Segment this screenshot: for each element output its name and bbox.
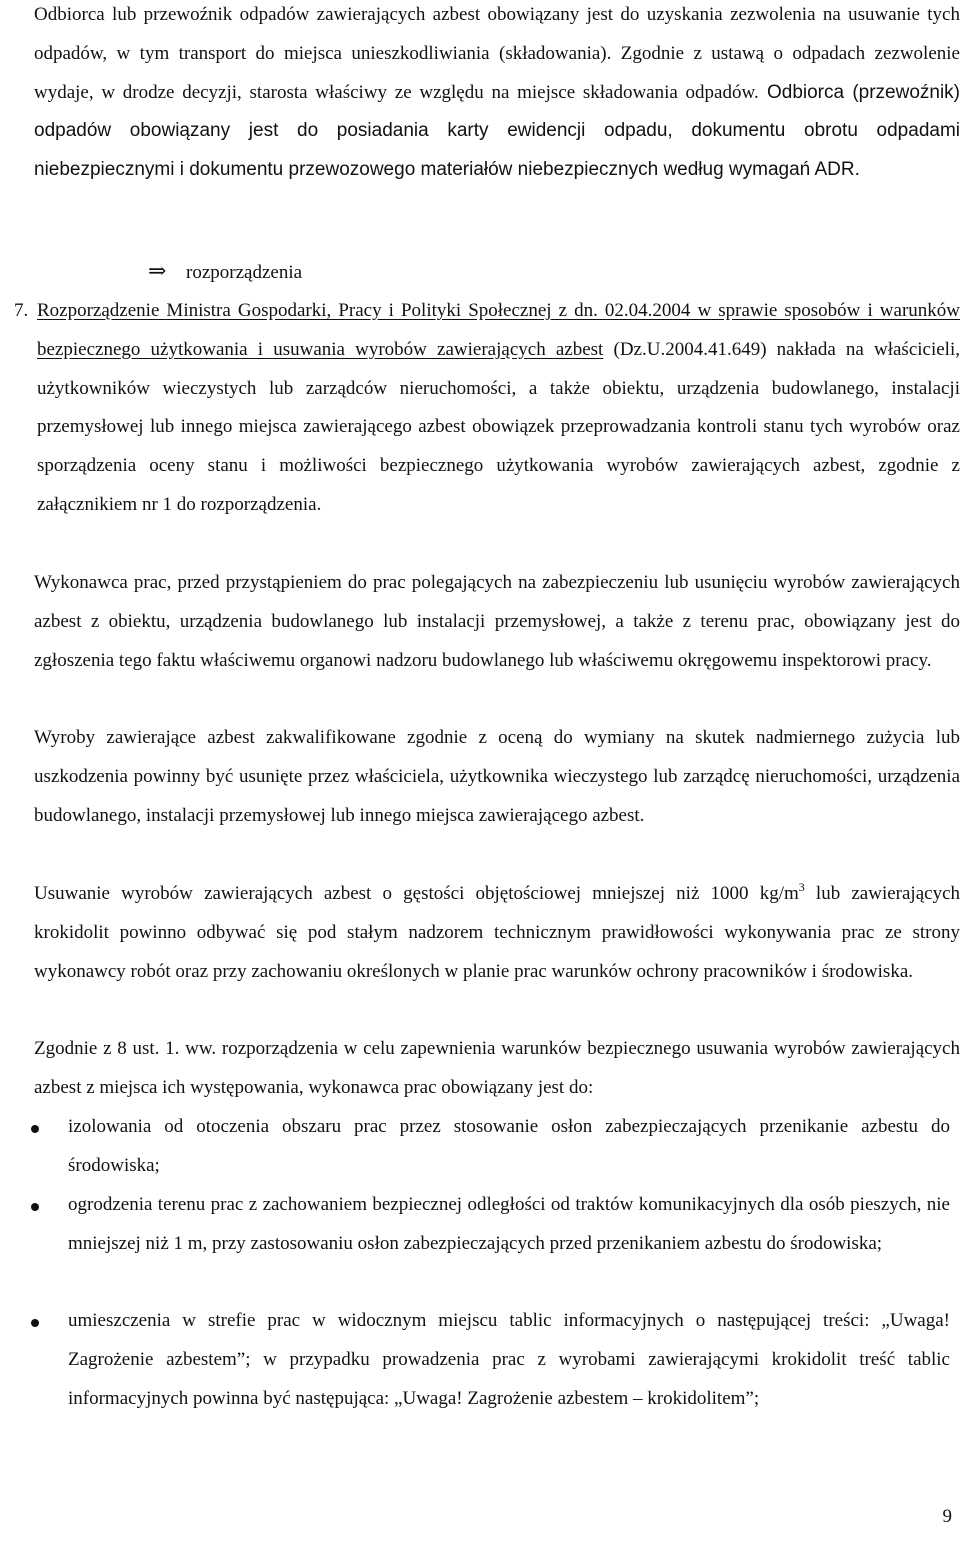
bullet-dot-icon xyxy=(31,1125,39,1133)
section8-intro: Zgodnie z 8 ust. 1. ww. rozporządzenia w celu zapewnienia warunków bezpiecznego usuwania wyrobów zawierających azbest z miejsca ich występowania, wykonawca prac obowiązany jest do: xyxy=(34,1038,960,1098)
bullet-item: ogrodzenia terenu prac z zachowaniem bezpiecznej odległości od traktów komunikacyjnych dla osób pieszych, nie mniejszej niż 1 m, przy zastosowaniu osłon zabezpieczających przed przenikaniem azbestu do środowiska; xyxy=(68,1194,950,1254)
intro-text-part1: Odbiorca lub przewoźnik odpadów zawierających azbest obowiązany jest do uzyskania zezwolenia na usuwanie tych odpadów, w tym transport do miejsca unieszkodliwiania (składowania). Zgodnie z ustawą o odpadach zezwolenie wydaje, w drodze decyzji, starosta właściwy ze względu na miejsce składowania odpadów. xyxy=(34,4,960,103)
regulation-body: (Dz.U.2004.41.649) nakłada na właścicieli, użytkowników wieczystych lub zarządców nieruchomości, a także obiektu, urządzenia budowlanego, instalacji przemysłowej lub innego miejsca zawierającego azbest obowiązek przeprowadzania kontroli stanu tych wyrobów oraz sporządzenia oceny stanu i możliwości bezpiecznego użytkowania wyrobów zawierających azbest, zgodnie z załącznikiem nr 1 do rozporządzenia. xyxy=(37,338,960,515)
density-paragraph xyxy=(34,875,960,991)
item-number: 7. xyxy=(14,300,29,321)
superscript-3: 3 xyxy=(798,880,805,894)
bullet-dot-icon xyxy=(31,1319,39,1327)
regulation-paragraph xyxy=(37,292,960,525)
bullet-item: umieszczenia w strefie prac w widocznym miejscu tablic informacyjnych o następującej treści: „Uwaga! Zagrożenie azbestem”; w przypadku prowadzenia prac z wyrobami zawierającymi krokidolit treść tablic informacyjnych powinna być następująca: „Uwaga! Zagrożenie azbestem – krokidolitem”; xyxy=(68,1310,950,1409)
arrow-heading xyxy=(148,252,302,292)
arrow-heading-label: rozporządzenia xyxy=(186,262,303,283)
intro-paragraph xyxy=(34,0,960,190)
bullet-item: izolowania od otoczenia obszaru prac przez stosowanie osłon zabezpieczających przenikanie azbestu do środowiska; xyxy=(68,1116,950,1176)
implies-arrow-icon: ⇒ xyxy=(148,258,167,283)
intro-text-part2: Odbiorca (przewoźnik) odpadów obowiązany jest do posiadania karty ewidencji odpadu, dokumentu obrotu odpadami niebezpiecznymi i dokumentu przewozowego materiałów niebezpiecznych według wymagań ADR. xyxy=(34,81,960,181)
density-text-before: Usuwanie wyrobów zawierających azbest o gęstości objętościowej mniejszej niż 1000 kg/m xyxy=(34,883,799,904)
density-text-after: lub zawierających krokidolit powinno odbywać się pod stałym nadzorem technicznym prawidłowości wykonywania prac ze strony wykonawcy robót oraz przy zachowaniu określonych w planie prac warunków ochrony pracowników i środowiska. xyxy=(34,883,960,982)
replacement-paragraph: Wyroby zawierające azbest zakwalifikowane zgodnie z oceną do wymiany na skutek nadmiernego zużycia lub uszkodzenia powinny być usunięte przez właściciela, użytkownika wieczystego lub zarządcę nieruchomości, urządzenia budowlanego, instalacji przemysłowej lub innego miejsca zawierającego azbest. xyxy=(34,727,960,826)
bullet-dot-icon xyxy=(31,1203,39,1211)
page-number: 9 xyxy=(942,1506,952,1527)
contractor-paragraph: Wykonawca prac, przed przystąpieniem do prac polegających na zabezpieczeniu lub usunięciu wyrobów zawierających azbest z obiektu, urządzenia budowlanego lub instalacji przemysłowej, a także z terenu prac, obowiązany jest do zgłoszenia tego faktu właściwemu organowi nadzoru budowlanego lub właściwemu okręgowemu inspektorowi pracy. xyxy=(34,572,960,671)
regulation-title: Rozporządzenie Ministra Gospodarki, Pracy i Polityki Społecznej z dn. 02.04.2004 w sprawie sposobów i warunków bezpiecznego użytkowania i usuwania wyrobów zawierających azbest xyxy=(37,300,960,360)
